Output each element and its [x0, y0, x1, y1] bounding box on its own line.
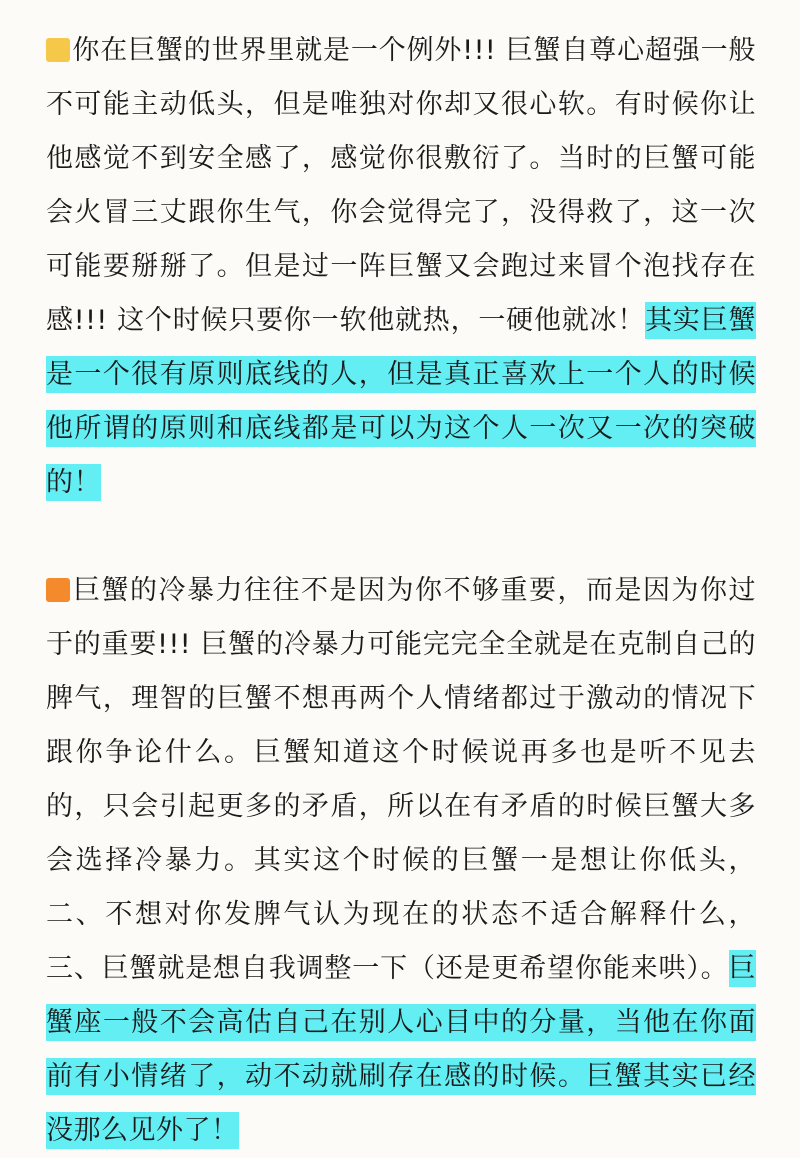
paragraph-1: [46, 24, 756, 510]
yellow-square-icon: [46, 38, 70, 62]
orange-square-icon: [46, 578, 70, 602]
paragraph-2-highlight: 巨蟹座一般不会高估自己在别人心目中的分量，当他在你面前有小情绪了，动不动就刷存在感的时候。巨蟹其实已经没那么见外了！: [46, 950, 756, 1149]
paragraph-2-text: 巨蟹的冷暴力往往不是因为你不够重要，而是因为你过于的重要!!! 巨蟹的冷暴力可能完完全全就是在克制自己的脾气，理智的巨蟹不想再两个人情绪都过于激动的情况下跟你争论什么。巨蟹知道这个时候说再多也是听不见去的，只会引起更多的矛盾，所以在有矛盾的时候巨蟹大多会选择冷暴力。其实这个时候的巨蟹一是想让你低头，二、不想对你发脾气认为现在的状态不适合解释什么，三、巨蟹就是想自我调整一下（还是更希望你能来哄）。: [46, 575, 756, 984]
paragraph-1-text: 你在巨蟹的世界里就是一个例外!!! 巨蟹自尊心超强一般不可能主动低头，但是唯独对你却又很心软。有时候你让他感觉不到安全感了，感觉你很敷衍了。当时的巨蟹可能会火冒三丈跟你生气，你会觉得完了，没得救了，这一次可能要掰掰了。但是过一阵巨蟹又会跑过来冒个泡找存在感!!! 这个时候只要你一软他就热，一硬他就冰！: [46, 35, 756, 336]
paragraph-2: [46, 564, 756, 1158]
paragraph-1-highlight: 其实巨蟹是一个很有原则底线的人，但是真正喜欢上一个人的时候他所谓的原则和底线都是可以为这个人一次又一次的突破的！: [46, 302, 756, 501]
